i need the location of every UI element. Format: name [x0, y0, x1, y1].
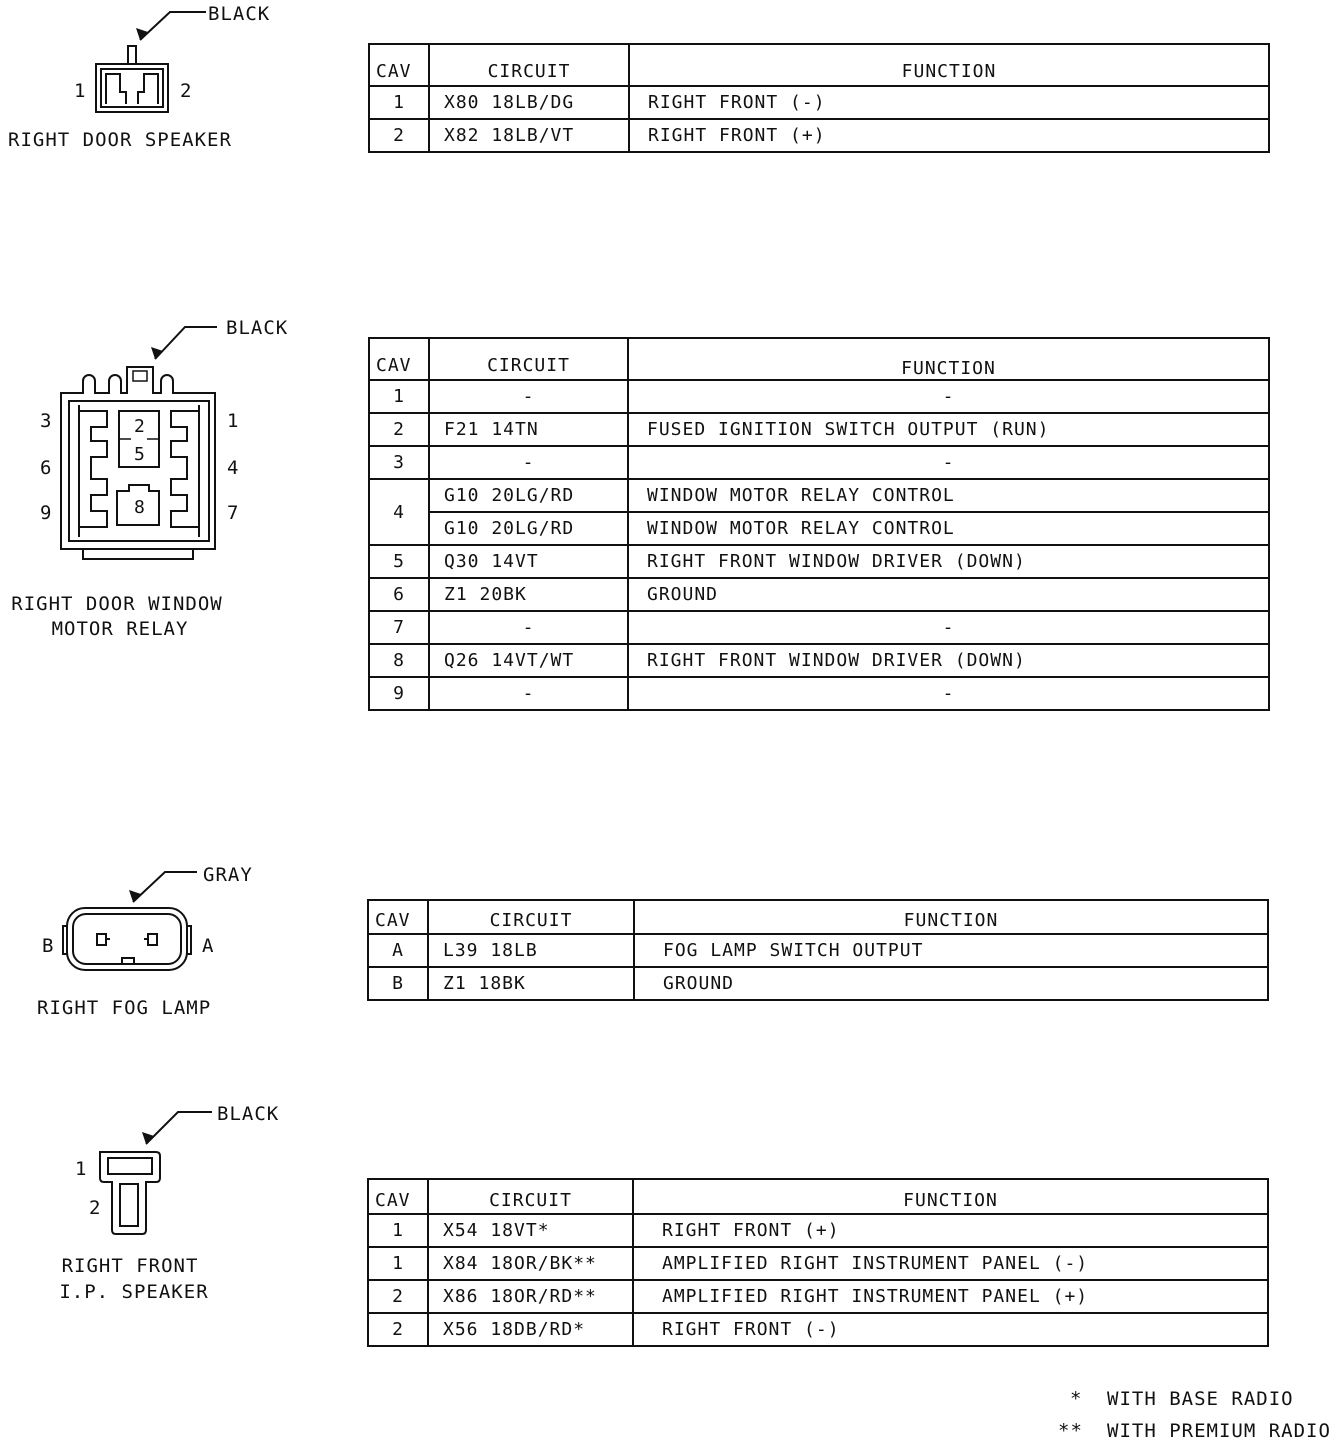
connector-2-name-line2: MOTOR RELAY: [51, 618, 189, 640]
circuit-cell: Z1 18BK: [428, 967, 634, 1000]
table-header: [369, 338, 1269, 380]
cav-cell: 2: [369, 119, 429, 152]
header-function: FUNCTION: [628, 338, 1269, 380]
door-speaker-connector-icon: [60, 0, 210, 130]
header-circuit: CIRCUIT: [429, 338, 628, 380]
cav-cell: 2: [368, 1313, 428, 1346]
ip-speaker-pin-2: 2: [89, 1197, 102, 1219]
cav-cell: 2: [368, 1280, 428, 1313]
table-header: [368, 900, 1268, 934]
legend-mark-premium: **: [1058, 1420, 1083, 1442]
table-row: [369, 677, 1269, 710]
cav-cell: 1: [369, 380, 429, 413]
table-row: [368, 1247, 1268, 1280]
table-row: [368, 1280, 1268, 1313]
table-row: [368, 934, 1268, 967]
cav-cell: 1: [368, 1214, 428, 1247]
cav-cell: B: [368, 967, 428, 1000]
connector-1-color-label: BLACK: [208, 3, 271, 25]
table-row: [369, 479, 1269, 512]
table-row: [369, 86, 1269, 119]
header-function: FUNCTION: [629, 44, 1269, 86]
window-relay-pin-7: 7: [227, 502, 240, 524]
connector-3-name: RIGHT FOG LAMP: [37, 997, 212, 1019]
table-row: [369, 119, 1269, 152]
connector-1-table: [368, 43, 1270, 153]
legend-text-base: WITH BASE RADIO: [1107, 1388, 1294, 1410]
cav-cell: 1: [369, 86, 429, 119]
door-speaker-pin-2: 2: [180, 80, 193, 102]
cav-cell: 4: [369, 479, 429, 545]
cav-cell: 8: [369, 644, 429, 677]
function-cell: RIGHT FRONT WINDOW DRIVER (DOWN): [628, 644, 1269, 677]
fog-lamp-pin-b: B: [42, 935, 55, 957]
table-row: [369, 578, 1269, 611]
header-circuit: CIRCUIT: [428, 900, 634, 934]
function-cell: GROUND: [628, 578, 1269, 611]
circuit-cell: X80 18LB/DG: [429, 86, 629, 119]
circuit-cell: L39 18LB: [428, 934, 634, 967]
cav-cell: 1: [368, 1247, 428, 1280]
table-row: [369, 644, 1269, 677]
fog-lamp-pin-a: A: [202, 935, 215, 957]
cav-cell: 2: [369, 413, 429, 446]
circuit-cell: X82 18LB/VT: [429, 119, 629, 152]
cav-cell: 9: [369, 677, 429, 710]
table-row: [369, 512, 1269, 545]
window-relay-pin-5: 5: [134, 444, 146, 465]
table-row: [369, 413, 1269, 446]
circuit-cell: G10 20LG/RD: [429, 479, 628, 512]
cav-cell: 3: [369, 446, 429, 479]
connector-3-color-label: GRAY: [203, 864, 253, 886]
circuit-cell: Z1 20BK: [429, 578, 628, 611]
function-cell: AMPLIFIED RIGHT INSTRUMENT PANEL (-): [633, 1247, 1268, 1280]
function-cell: RIGHT FRONT WINDOW DRIVER (DOWN): [628, 545, 1269, 578]
window-relay-pin-8: 8: [134, 497, 146, 518]
table-header: [368, 1179, 1268, 1214]
circuit-cell: Q26 14VT/WT: [429, 644, 628, 677]
circuit-cell: F21 14TN: [429, 413, 628, 446]
connector-2-name-line1: RIGHT DOOR WINDOW: [11, 593, 223, 615]
circuit-cell: X84 18OR/BK**: [428, 1247, 633, 1280]
legend-text-premium: WITH PREMIUM RADIO: [1107, 1420, 1331, 1442]
function-cell: RIGHT FRONT (+): [629, 119, 1269, 152]
window-relay-pin-3: 3: [40, 410, 53, 432]
ip-speaker-pin-1: 1: [75, 1158, 88, 1180]
circuit-cell: -: [429, 380, 628, 413]
connector-4-table: [367, 1178, 1269, 1347]
table-row: [369, 545, 1269, 578]
circuit-cell: Q30 14VT: [429, 545, 628, 578]
ip-speaker-connector-icon: [90, 1100, 220, 1240]
connector-4-color-label: BLACK: [217, 1103, 280, 1125]
window-relay-pin-9: 9: [40, 502, 53, 524]
table-row: [368, 1313, 1268, 1346]
table-header: [369, 44, 1269, 86]
cav-cell: 7: [369, 611, 429, 644]
header-cav: CAV: [369, 44, 429, 86]
function-cell: -: [628, 380, 1269, 413]
function-cell: FUSED IGNITION SWITCH OUTPUT (RUN): [628, 413, 1269, 446]
cav-cell: 5: [369, 545, 429, 578]
window-relay-pin-4: 4: [227, 457, 240, 479]
window-relay-connector-icon: [55, 315, 225, 565]
circuit-cell: -: [429, 677, 628, 710]
connector-4-name-line1: RIGHT FRONT: [61, 1255, 199, 1277]
window-relay-pin-1: 1: [227, 410, 240, 432]
fog-lamp-connector-icon: [55, 862, 205, 982]
legend-mark-base: *: [1070, 1388, 1083, 1410]
function-cell: -: [628, 446, 1269, 479]
connector-3-table: [367, 899, 1269, 1001]
cav-cell: A: [368, 934, 428, 967]
window-relay-pin-2: 2: [134, 416, 146, 437]
function-cell: GROUND: [634, 967, 1268, 1000]
header-cav: CAV: [368, 1179, 428, 1214]
connector-4-name-line2: I.P. SPEAKER: [59, 1281, 209, 1303]
function-cell: RIGHT FRONT (+): [633, 1214, 1268, 1247]
function-cell: RIGHT FRONT (-): [633, 1313, 1268, 1346]
header-function: FUNCTION: [633, 1179, 1268, 1214]
cav-cell: 6: [369, 578, 429, 611]
function-cell: WINDOW MOTOR RELAY CONTROL: [628, 479, 1269, 512]
window-relay-pin-6: 6: [40, 457, 53, 479]
header-function: FUNCTION: [634, 900, 1268, 934]
header-circuit: CIRCUIT: [428, 1179, 633, 1214]
circuit-cell: -: [429, 446, 628, 479]
table-row: [369, 446, 1269, 479]
header-cav: CAV: [368, 900, 428, 934]
function-cell: AMPLIFIED RIGHT INSTRUMENT PANEL (+): [633, 1280, 1268, 1313]
circuit-cell: X56 18DB/RD*: [428, 1313, 633, 1346]
door-speaker-pin-1: 1: [74, 80, 87, 102]
table-row: [369, 380, 1269, 413]
function-cell: FOG LAMP SWITCH OUTPUT: [634, 934, 1268, 967]
table-row: [368, 967, 1268, 1000]
header-circuit: CIRCUIT: [429, 44, 629, 86]
connector-2-table: [368, 337, 1270, 711]
header-cav: CAV: [369, 338, 429, 380]
function-cell: -: [628, 677, 1269, 710]
connector-1-name: RIGHT DOOR SPEAKER: [8, 129, 232, 151]
circuit-cell: X54 18VT*: [428, 1214, 633, 1247]
table-row: [368, 1214, 1268, 1247]
function-cell: WINDOW MOTOR RELAY CONTROL: [628, 512, 1269, 545]
function-cell: RIGHT FRONT (-): [629, 86, 1269, 119]
circuit-cell: -: [429, 611, 628, 644]
table-row: [369, 611, 1269, 644]
connector-2-color-label: BLACK: [226, 317, 289, 339]
circuit-cell: G10 20LG/RD: [429, 512, 628, 545]
circuit-cell: X86 18OR/RD**: [428, 1280, 633, 1313]
function-cell: -: [628, 611, 1269, 644]
